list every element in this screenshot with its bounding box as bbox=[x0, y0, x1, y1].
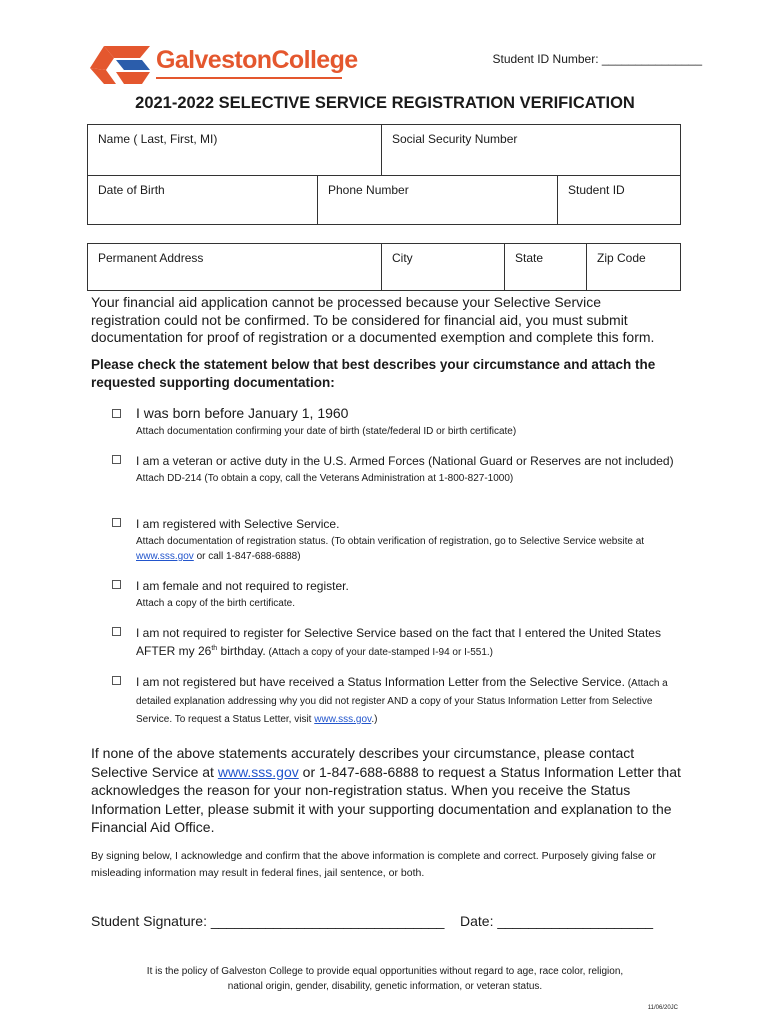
student-info-table bbox=[87, 124, 681, 225]
name-label: Name ( Last, First, MI) bbox=[98, 132, 218, 146]
sss-gov-link[interactable]: www.sss.gov bbox=[217, 763, 299, 780]
option-born-before-1960 bbox=[112, 405, 680, 439]
logo-underline bbox=[156, 77, 342, 79]
page-title: 2021-2022 SELECTIVE SERVICE REGISTRATION VERIFICATION bbox=[135, 94, 635, 112]
student-id-number-field[interactable]: Student ID Number: _______________ bbox=[492, 52, 702, 66]
option-text: I was born before January 1, 1960 bbox=[136, 405, 349, 421]
checkbox-veteran[interactable] bbox=[112, 455, 121, 464]
city-field[interactable] bbox=[382, 244, 505, 291]
checkbox-born-before-1960[interactable] bbox=[112, 409, 121, 418]
option-text: I am registered with Selective Service. bbox=[136, 517, 340, 531]
contact-paragraph: If none of the above statements accurately describes your circumstance, please contact Selective Service at www.sss.gov or 1-847-688-6888 to request a Status Information Letter that acknowledges the reason for your non-registration status. When you receive the Status Information Letter, please submit it with your supporting documentation and explanation to the Financial Aid Office. bbox=[91, 745, 681, 835]
phone-label: Phone Number bbox=[328, 183, 409, 197]
equal-opportunity-policy: It is the policy of Galveston College to provide equal opportunities without regard to age, race color, religion, national origin, gender, disability, genetic information, or veteran status. bbox=[146, 966, 624, 992]
date-field[interactable]: Date: ____________________ bbox=[460, 913, 654, 929]
address-label: Permanent Address bbox=[98, 251, 204, 265]
dob-label: Date of Birth bbox=[98, 183, 165, 197]
form-version: 11/06/20JC bbox=[647, 1005, 678, 1011]
dob-field[interactable] bbox=[88, 176, 318, 225]
acknowledgement-text: By signing below, I acknowledge and confirm that the above information is complete and correct. Purposely giving false or misleading information may result in federal fines, jail sentence, or both. bbox=[91, 850, 656, 879]
option-subtext: Attach documentation confirming your date of birth (state/federal ID or birth certificate) bbox=[136, 426, 517, 437]
intro-paragraph: Your financial aid application cannot be processed because your Selective Service registration could not be confirmed. To be considered for financial aid, you must submit documentation for proof of registration or a documented exemption and complete this form. bbox=[91, 294, 655, 345]
option-veteran bbox=[112, 453, 680, 486]
sss-gov-link[interactable]: www.sss.gov bbox=[314, 714, 372, 725]
option-entered-after-26 bbox=[112, 625, 680, 661]
checkbox-status-letter[interactable] bbox=[112, 676, 121, 685]
zip-field[interactable] bbox=[587, 244, 681, 291]
option-subtext: Attach DD-214 (To obtain a copy, call the Veterans Administration at 1-800-827-1000) bbox=[136, 473, 514, 484]
instructions: Please check the statement below that best describes your circumstance and attach the requested supporting documentation: bbox=[91, 357, 656, 390]
checkbox-entered-after-26[interactable] bbox=[112, 627, 121, 636]
zip-label: Zip Code bbox=[597, 251, 646, 265]
student-signature-field[interactable]: Student Signature: ______________________________ bbox=[91, 913, 445, 929]
option-registered bbox=[112, 516, 680, 564]
logo-wordmark: GalvestonCollege bbox=[156, 46, 358, 74]
state-label: State bbox=[515, 251, 544, 265]
ssn-field[interactable] bbox=[382, 125, 681, 176]
option-text: I am not registered but have received a Status Information Letter from the Selective Service. (Attach a detailed explanation addressing why you did not register AND a copy of your Status Information Letter from Selective Service. To request a Status Letter, visit www.sss.gov.) bbox=[136, 675, 668, 725]
checkbox-female[interactable] bbox=[112, 580, 121, 589]
option-text: I am not required to register for Selective Service based on the fact that I entered the United States AFTER my 26th birthday. (Attach a copy of your date-stamped I-94 or I-551.) bbox=[136, 626, 661, 658]
student-id-label: Student ID bbox=[568, 183, 625, 197]
option-subtext: Attach documentation of registration status. (To obtain verification of registration, go to Selective Service website at www.sss.gov or call 1-847-688-6888) bbox=[136, 536, 645, 562]
city-label: City bbox=[392, 251, 413, 265]
option-female bbox=[112, 578, 680, 611]
option-status-letter bbox=[112, 674, 680, 728]
student-id-field[interactable] bbox=[558, 176, 681, 225]
galveston-college-logo bbox=[90, 42, 358, 88]
phone-field[interactable] bbox=[318, 176, 558, 225]
state-field[interactable] bbox=[505, 244, 587, 291]
logo-mark-icon bbox=[90, 42, 156, 88]
sss-gov-link[interactable]: www.sss.gov bbox=[136, 551, 194, 562]
option-text: I am female and not required to register. bbox=[136, 579, 349, 593]
option-text: I am a veteran or active duty in the U.S. Armed Forces (National Guard or Reserves are not included) bbox=[136, 454, 674, 468]
option-subtext: Attach a copy of the birth certificate. bbox=[136, 598, 295, 609]
address-table bbox=[87, 243, 681, 291]
ssn-label: Social Security Number bbox=[392, 132, 518, 146]
name-field[interactable] bbox=[88, 125, 382, 176]
checkbox-registered[interactable] bbox=[112, 518, 121, 527]
address-field[interactable] bbox=[88, 244, 382, 291]
